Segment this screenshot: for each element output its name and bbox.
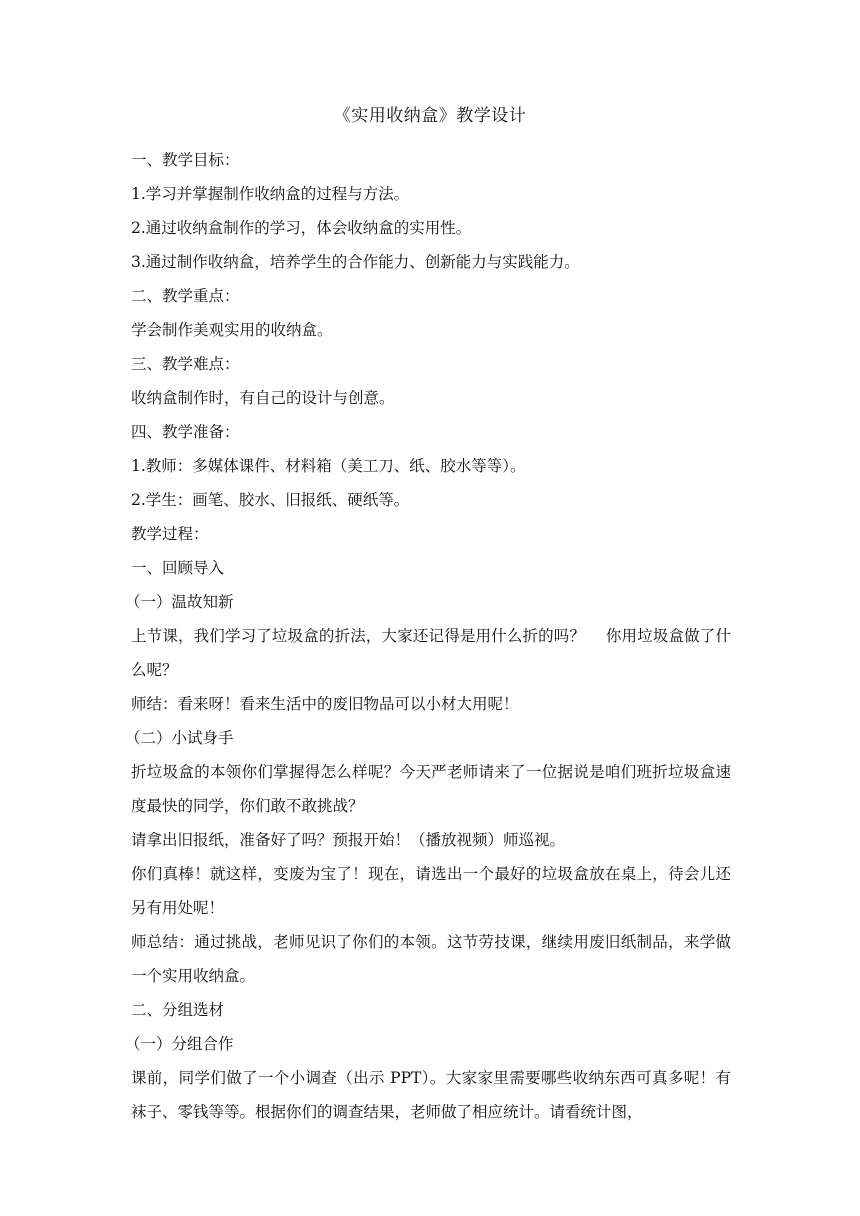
start-instruction: 请拿出旧报纸，准备好了吗？预报开始！（播放视频）师巡视。 [131, 831, 566, 849]
praise-paragraph: 你们真棒！就这样，变废为宝了！现在，请选出一个最好的垃圾盒放在桌上，待会儿还另有用处呢！ [131, 865, 731, 917]
preparation-teacher: 1.教师：多媒体课件、材料箱（美工刀、纸、胶水等等）。 [131, 457, 526, 475]
objective-item-2: 2.通过收纳盒制作的学习，体会收纳盒的实用性。 [131, 219, 472, 237]
section-heading-preparation: 四、教学准备： [131, 423, 240, 441]
document-title: 《实用收纳盒》教学设计 [333, 106, 527, 126]
section-heading-difficulties: 三、教学难点： [131, 355, 240, 373]
section-heading-key-points: 二、教学重点： [131, 287, 240, 305]
document-body [125, 143, 731, 1129]
difficulty-text: 收纳盒制作时，有自己的设计与创意。 [131, 389, 395, 407]
challenge-paragraph: 折垃圾盒的本领你们掌握得怎么样呢？今天严老师请来了一位据说是咱们班折垃圾盒速度最快的同学，你们敢不敢挑战？ [131, 763, 731, 815]
process-step-2-heading: 二、分组选材 [131, 1001, 225, 1019]
teacher-conclusion-1: 师结：看来呀！看来生活中的废旧物品可以小材大用呢！ [131, 695, 519, 713]
process-substep-review: （一）温故知新 [125, 593, 234, 611]
teaching-process-heading: 教学过程： [131, 525, 209, 543]
teacher-summary: 师总结：通过挑战，老师见识了你们的本领。这节劳技课，继续用废旧纸制品，来学做一个实用收纳盒。 [131, 933, 731, 985]
survey-paragraph: 课前，同学们做了一个小调查（出示 PPT）。大家家里需要哪些收纳东西可真多呢！有袜子、零钱等等。根据你们的调查结果，老师做了相应统计。请看统计图， [131, 1069, 731, 1121]
section-heading-objectives: 一、教学目标： [131, 151, 240, 169]
key-point-text: 学会制作美观实用的收纳盒。 [131, 321, 333, 339]
process-substep-try: （二）小试身手 [125, 729, 234, 747]
review-paragraph: 上节课，我们学习了垃圾盒的折法，大家还记得是用什么折的吗？ 你用垃圾盒做了什么呢？ [131, 627, 731, 679]
preparation-student: 2.学生：画笔、胶水、旧报纸、硬纸等。 [131, 491, 410, 509]
process-step-1-heading: 一、回顾导入 [131, 559, 225, 577]
objective-item-3: 3.通过制作收纳盒，培养学生的合作能力、创新能力与实践能力。 [131, 253, 580, 271]
objective-item-1: 1.学习并掌握制作收纳盒的过程与方法。 [131, 185, 410, 203]
process-substep-group: （一）分组合作 [125, 1035, 234, 1053]
